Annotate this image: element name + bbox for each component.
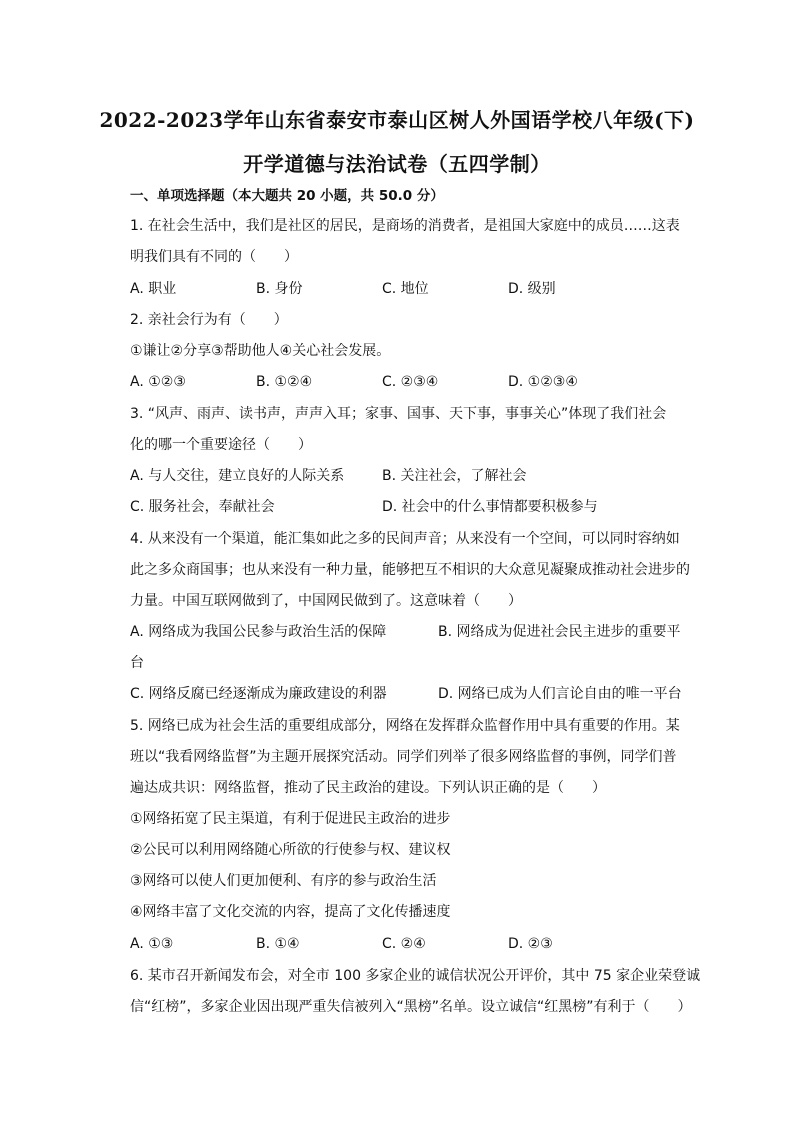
question-5-statement-3: ③网络可以使人们更加便利、有序的参与政治生活 — [130, 873, 437, 889]
question-4-line2: 此之多众商国事；也从来没有一种力量，能够把互不相识的大众意见凝聚成推动社会进步的 — [130, 562, 690, 578]
question-2-option-a: A. ①②③ — [130, 374, 186, 390]
question-5-line1: 5. 网络已成为社会生活的重要组成部分，网络在发挥群众监督作用中具有重要的作用。某 — [130, 718, 680, 734]
question-1-option-b: B. 身份 — [256, 281, 303, 297]
question-2-option-b: B. ①②④ — [256, 374, 313, 390]
question-5-option-c: C. ②④ — [382, 936, 426, 952]
question-5-option-b: B. ①④ — [256, 936, 300, 952]
question-2-option-d: D. ①②③④ — [508, 374, 578, 390]
question-2-line2: ①谦让②分享③帮助他人④关心社会发展。 — [130, 343, 391, 359]
question-4-option-c: C. 网络反腐已经逐渐成为廉政建设的利器 — [130, 686, 387, 702]
question-5-option-d: D. ②③ — [508, 936, 553, 952]
question-3-line1: 3. “风声、雨声、读书声，声声入耳；家事、国事、天下事，事事关心”体现了我们社会 — [130, 406, 667, 422]
question-1-option-d: D. 级别 — [508, 281, 556, 297]
question-2-line1: 2. 亲社会行为有（ ） — [130, 312, 288, 328]
question-6-line1: 6. 某市召开新闻发布会，对全市 100 多家企业的诚信状况公开评价，其中 75 家企业荣登诚 — [130, 968, 701, 984]
question-3-option-b: B. 关注社会，了解社会 — [382, 468, 527, 484]
question-4-option-b-wrap: 台 — [130, 655, 144, 671]
question-1-line2: 明我们具有不同的（ ） — [130, 249, 298, 265]
question-5-statement-1: ①网络拓宽了民主渠道，有利于促进民主政治的进步 — [130, 811, 451, 827]
exam-title-line1: 2022-2023学年山东省泰安市泰山区树人外国语学校八年级(下) — [99, 108, 695, 132]
question-3-option-c: C. 服务社会，奉献社会 — [130, 499, 275, 515]
question-2-option-c: C. ②③④ — [382, 374, 439, 390]
question-3-option-d: D. 社会中的什么事情都要积极参与 — [382, 499, 598, 515]
question-5-option-a: A. ①③ — [130, 936, 174, 952]
question-4-line3: 力量。中国互联网做到了，中国网民做到了。这意味着（ ） — [130, 593, 522, 609]
question-3-line2: 化的哪一个重要途径（ ） — [130, 437, 312, 453]
question-4-option-b: B. 网络成为促进社会民主进步的重要平 — [438, 624, 681, 640]
question-5-line3: 遍达成共识：网络监督，推动了民主政治的建设。下列认识正确的是（ ） — [130, 780, 606, 796]
question-1-option-c: C. 地位 — [382, 281, 429, 297]
question-1-option-a: A. 职业 — [130, 281, 177, 297]
question-3-option-a: A. 与人交往，建立良好的人际关系 — [130, 468, 345, 484]
section-heading: 一、单项选择题（本大题共 20 小题，共 50.0 分） — [130, 188, 444, 204]
question-5-statement-4: ④网络丰富了文化交流的内容，提高了文化传播速度 — [130, 904, 451, 920]
question-5-statement-2: ②公民可以利用网络随心所欲的行使参与权、建议权 — [130, 842, 451, 858]
question-4-option-a: A. 网络成为我国公民参与政治生活的保障 — [130, 624, 387, 640]
question-1-line1: 1. 在社会生活中，我们是社区的居民，是商场的消费者，是祖国大家庭中的成员……这表 — [130, 218, 680, 234]
question-4-line1: 4. 从来没有一个渠道，能汇集如此之多的民间声音；从来没有一个空间，可以同时容纳如 — [130, 531, 680, 547]
question-6-line2: 信“红榜”，多家企业因出现严重失信被列入“黑榜”名单。设立诚信“红黑榜”有利于（ ） — [130, 999, 692, 1015]
exam-title-line2: 开学道德与法治试卷（五四学制） — [243, 152, 551, 176]
question-5-line2: 班以“我看网络监督”为主题开展探究活动。同学们列举了很多网络监督的事例，同学们普 — [130, 749, 677, 765]
question-4-option-d: D. 网络已成为人们言论自由的唯一平台 — [438, 686, 682, 702]
